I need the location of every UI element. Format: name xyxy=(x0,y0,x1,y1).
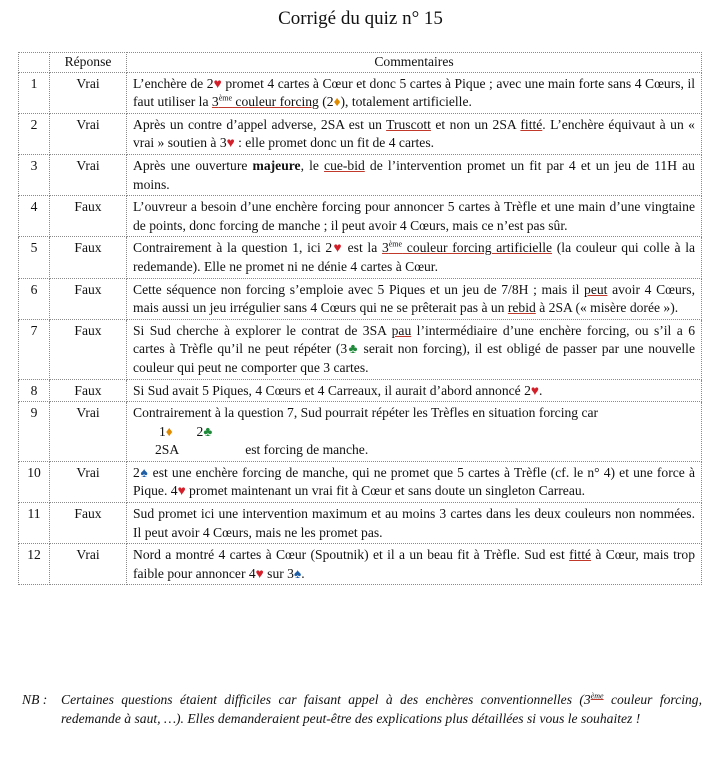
table-header-row xyxy=(19,53,702,73)
spade-icon: ♠ xyxy=(293,565,302,581)
row-number: 3 xyxy=(19,154,50,195)
page-title: Corrigé du quiz n° 15 xyxy=(278,8,443,29)
club-icon: ♣ xyxy=(203,423,213,439)
table-row xyxy=(19,402,702,462)
row-comment: Cette séquence non forcing s’emploie avec 5 Piques et un jeu de 7/8H ; mais il peut avoir 4 Cœurs, mais aussi un jeu irrégulier sans 4 Cœurs qui ne se prêterait pas à un rebid à 2SA (« misère dorée »). xyxy=(127,278,702,319)
spade-icon: ♠ xyxy=(139,464,149,480)
row-number: 11 xyxy=(19,503,50,544)
row-comment: Contrairement à la question 7, Sud pourrait répéter les Trèfles en situation forcing car 1♦ 2♣ 2SA est forcing de manche. xyxy=(127,402,702,462)
answers-table xyxy=(18,52,702,585)
row-answer: Vrai xyxy=(50,461,127,502)
table-row xyxy=(19,503,702,544)
diamond-icon: ♦ xyxy=(333,94,341,110)
row-number: 5 xyxy=(19,237,50,278)
row-answer: Vrai xyxy=(50,154,127,195)
table-row xyxy=(19,461,702,502)
row-answer: Vrai xyxy=(50,72,127,113)
row-number: 1 xyxy=(19,72,50,113)
row-number: 8 xyxy=(19,379,50,402)
row-comment: Après un contre d’appel adverse, 2SA est un Truscott et non un 2SA fitté. L’enchère équivaut à un « vrai » soutien à 3♥ : elle promet donc un fit de 4 cartes. xyxy=(127,113,702,154)
heart-icon: ♥ xyxy=(255,565,264,581)
club-icon: ♣ xyxy=(347,341,359,357)
row-comment: Contrairement à la question 1, ici 2♥ est la 3ème couleur forcing artificielle (la couleur qui colle à la redemande). Elle ne promet ni ne dénie 4 cartes à Cœur. xyxy=(127,237,702,278)
table-row xyxy=(19,278,702,319)
row-answer: Faux xyxy=(50,319,127,379)
row-comment: Sud promet ici une intervention maximum et au moins 3 cartes dans les deux couleurs non nommées. Il peut avoir 4 Cœurs, mais ne les promet pas. xyxy=(127,503,702,544)
row-answer: Faux xyxy=(50,237,127,278)
heart-icon: ♥ xyxy=(213,75,222,91)
header-reponse: Réponse xyxy=(50,53,127,73)
row-comment: Après une ouverture majeure, le cue-bid de l’intervention promet un fit par 4 et un jeu de 11H au moins. xyxy=(127,154,702,195)
row-comment: 2♠ est une enchère forcing de manche, qui ne promet que 5 cartes à Trèfle (cf. le n° 4) et une force à Pique. 4♥ promet maintenant un vrai fit à Cœur et sans doute un singleton Carreau. xyxy=(127,461,702,502)
diamond-icon: ♦ xyxy=(165,423,173,439)
row-comment: Si Sud avait 5 Piques, 4 Cœurs et 4 Carreaux, il aurait d’abord annoncé 2♥. xyxy=(127,379,702,402)
row-number: 9 xyxy=(19,402,50,462)
table-row xyxy=(19,72,702,113)
table-row xyxy=(19,196,702,237)
row-answer: Faux xyxy=(50,379,127,402)
table-row xyxy=(19,319,702,379)
row-answer: Vrai xyxy=(50,402,127,462)
row-number: 4 xyxy=(19,196,50,237)
heart-icon: ♥ xyxy=(530,382,539,398)
row-comment: Si Sud cherche à explorer le contrat de 3SA pau l’intermédiaire d’une enchère forcing, ou s’il a 6 cartes à Trèfle qu’il ne peut répéter (3♣ serait non forcing), il est obligé de passer par une nouvelle couleur qui peut ne comporter que 3 cartes. xyxy=(127,319,702,379)
table-row xyxy=(19,154,702,195)
table-row xyxy=(19,379,702,402)
header-commentaires: Commentaires xyxy=(127,53,702,73)
row-answer: Vrai xyxy=(50,544,127,585)
row-answer: Faux xyxy=(50,503,127,544)
heart-icon: ♥ xyxy=(177,483,186,499)
table-row xyxy=(19,113,702,154)
row-number: 2 xyxy=(19,113,50,154)
header-num xyxy=(19,53,50,73)
heart-icon: ♥ xyxy=(226,135,235,151)
row-number: 12 xyxy=(19,544,50,585)
table-row xyxy=(19,544,702,585)
row-answer: Vrai xyxy=(50,113,127,154)
footnote xyxy=(22,690,702,728)
row-answer: Faux xyxy=(50,278,127,319)
row-number: 7 xyxy=(19,319,50,379)
row-number: 10 xyxy=(19,461,50,502)
footnote-text: Certaines questions étaient difficiles car faisant appel à des enchères conventionnelles (3ème couleur forcing, redemande à saut, …). Elles demanderaient peut-être des explications plus détaillées si vous le souhaitez ! xyxy=(61,691,702,726)
table-row xyxy=(19,237,702,278)
row-comment: L’ouvreur a besoin d’une enchère forcing pour annoncer 5 cartes à Trèfle et une main d’une vingtaine de points, donc forcing de manche ; il peut avoir 4 Cœurs, mais ce n’est pas sûr. xyxy=(127,196,702,237)
row-comment: L’enchère de 2♥ promet 4 cartes à Cœur et donc 5 cartes à Pique ; avec une main forte sans 4 Cœurs, il faut utiliser la 3ème couleur forcing (2♦), totalement artificielle. xyxy=(127,72,702,113)
row-number: 6 xyxy=(19,278,50,319)
row-answer: Faux xyxy=(50,196,127,237)
heart-icon: ♥ xyxy=(332,240,343,256)
row-comment: Nord a montré 4 cartes à Cœur (Spoutnik) et il a un beau fit à Trèfle. Sud est fitté à Cœur, mais trop faible pour annoncer 4♥ sur 3♠. xyxy=(127,544,702,585)
footnote-label: NB : xyxy=(22,692,48,707)
